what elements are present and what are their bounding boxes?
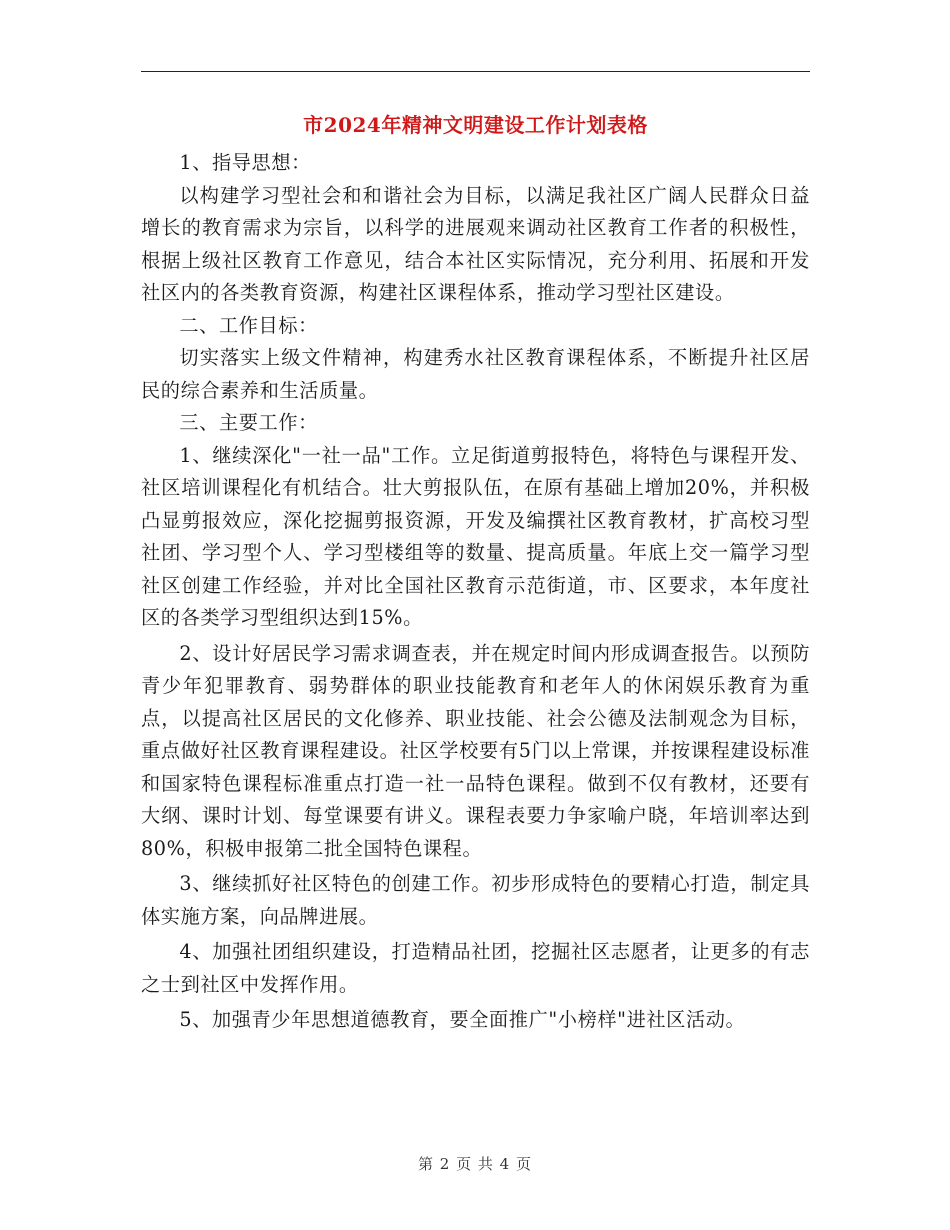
document-title: 市2024年精神文明建设工作计划表格 bbox=[303, 113, 648, 137]
paragraph-work-goals: 切实落实上级文件精神，构建秀水社区教育课程体系，不断提升社区居民的综合素养和生活质量。 bbox=[141, 346, 810, 402]
paragraph-item-3: 3、继续抓好社区特色的创建工作。初步形成特色的要精心打造，制定具体实施方案，向品牌进展。 bbox=[141, 872, 810, 928]
section-heading-work-goals: 二、工作目标： bbox=[179, 313, 318, 337]
document-body bbox=[141, 147, 810, 1037]
paragraph-item-4: 4、加强社团组织建设，打造精品社团，挖掘社区志愿者，让更多的有志之士到社区中发挥作用。 bbox=[141, 940, 810, 996]
paragraph-item-1: 1、继续深化"一社一品"工作。立足街道剪报特色，将特色与课程开发、社区培训课程化有机结合。壮大剪报队伍，在原有基础上增加20%，并积极凸显剪报效应，深化挖掘剪报资源，开发及编撰社区教育教材，扩高校习型社团、学习型个人、学习型楼组等的数量、提高质量。年底上交一篇学习型社区创建工作经验，并对比全国社区教育示范街道，市、区要求，本年度社区的各类学习型组织达到15%。 bbox=[141, 443, 810, 629]
header-rule bbox=[141, 71, 810, 72]
section-heading-main-work: 三、主要工作： bbox=[179, 411, 318, 434]
section-heading-guiding-thought: 1、指导思想： bbox=[179, 151, 311, 174]
paragraph-item-2: 2、设计好居民学习需求调查表，并在规定时间内形成调查报告。以预防青少年犯罪教育、弱势群体的职业技能教育和老年人的休闲娱乐教育为重点，以提高社区居民的文化修养、职业技能、社会公德及法制观念为目标，重点做好社区教育课程建设。社区学校要有5门以上常课，并按课程建设标准和国家特色课程标准重点打造一社一品特色课程。做到不仅有教材，还要有大纲、课时计划、每堂课要有讲义。课程表要力争家喻户晓，年培训率达到80%，积极申报第二批全国特色课程。 bbox=[141, 641, 810, 860]
paragraph-guiding-thought: 以构建学习型社会和和谐社会为目标，以满足我社区广阔人民群众日益增长的教育需求为宗旨，以科学的进展观来调动社区教育工作者的积极性，根据上级社区教育工作意见，结合本社区实际情况，充分利用、拓展和开发社区内的各类教育资源，构建社区课程体系，推动学习型社区建设。 bbox=[141, 183, 810, 304]
page-footer: 第 2 页 共 4 页 bbox=[418, 1155, 532, 1173]
paragraph-item-5: 5、加强青少年思想道德教育，要全面推广"小榜样"进社区活动。 bbox=[179, 1008, 746, 1031]
